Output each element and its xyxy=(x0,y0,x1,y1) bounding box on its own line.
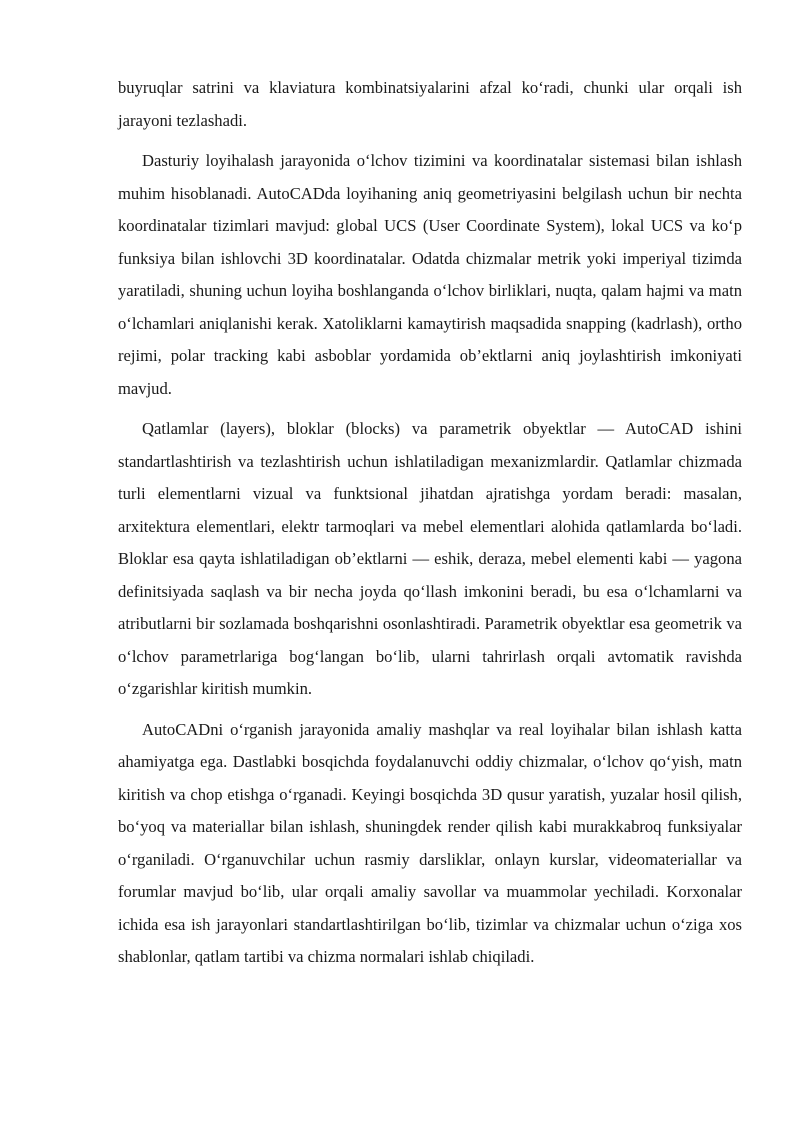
paragraph-coordinate-systems: Dasturiy loyihalash jarayonida o‘lchov tizimini va koordinatalar sistemasi bilan ishlash muhim hisoblanadi. AutoCADda loyihaning aniq geometriyasini belgilash uchun bir nechta koordinatalar tizimlari mavjud: global UCS (User Coordinate System), lokal UCS va ko‘p funksiya bilan ishlovchi 3D koordinatalar. Odatda chizmalar metrik yoki imperiyal tizimda yaratiladi, shuning uchun loyiha boshlanganda o‘lchov birliklari, nuqta, qalam hajmi va matn o‘lchamlari aniqlanishi kerak. Xatoliklarni kamaytirish maqsadida snapping (kadrlash), ortho rejimi, polar tracking kabi asboblar yordamida ob’ektlarni aniq joylashtirish imkoniyati mavjud. xyxy=(118,151,742,398)
paragraph-layers-blocks: Qatlamlar (layers), bloklar (blocks) va parametrik obyektlar — AutoCAD ishini standartlashtirish va tezlashtirish uchun ishlatiladigan mexanizmlardir. Qatlamlar chizmada turli elementlarni vizual va funktsional jihatdan ajratishga yordam beradi: masalan, arxitektura elementlari, elektr tarmoqlari va mebel elementlari alohida qatlamlarda bo‘ladi. Bloklar esa qayta ishlatiladigan ob’ektlarni — eshik, deraza, mebel elementi kabi — yagona definitsiyada saqlash va bir necha joyda qo‘llash imkonini beradi, bu esa o‘lchamlarni va atributlarni bir sozlamada boshqarishni osonlashtiradi. Parametrik obyektlar esa geometrik va o‘lchov parametrlariga bog‘langan bo‘lib, ularni tahrirlash orqali avtomatik ravishda o‘zgarishlar kiritish mumkin. xyxy=(118,419,742,698)
paragraph-continuation: buyruqlar satrini va klaviatura kombinatsiyalarini afzal ko‘radi, chunki ular orqali ish jarayoni tezlashadi. xyxy=(118,78,742,130)
paragraph-learning-autocad: AutoCADni o‘rganish jarayonida amaliy mashqlar va real loyihalar bilan ishlash katta ahamiyatga ega. Dastlabki bosqichda foydalanuvchi oddiy chizmalar, o‘lchov qo‘yish, matn kiritish va chop etishga o‘rganadi. Keyingi bosqichda 3D qusur yaratish, yuzalar hosil qilish, bo‘yoq va materiallar bilan ishlash, shuningdek render qilish kabi murakkabroq funksiyalar o‘rganiladi. O‘rganuvchilar uchun rasmiy darsliklar, onlayn kurslar, videomateriallar va forumlar mavjud bo‘lib, ular orqali amaliy savollar va muammolar yechiladi. Korxonalar ichida esa ish jarayonlari standartlashtirilgan bo‘lib, tizimlar va chizmalar uchun o‘ziga xos shablonlar, qatlam tartibi va chizma normalari ishlab chiqiladi. xyxy=(118,719,742,966)
document-page xyxy=(118,72,742,982)
